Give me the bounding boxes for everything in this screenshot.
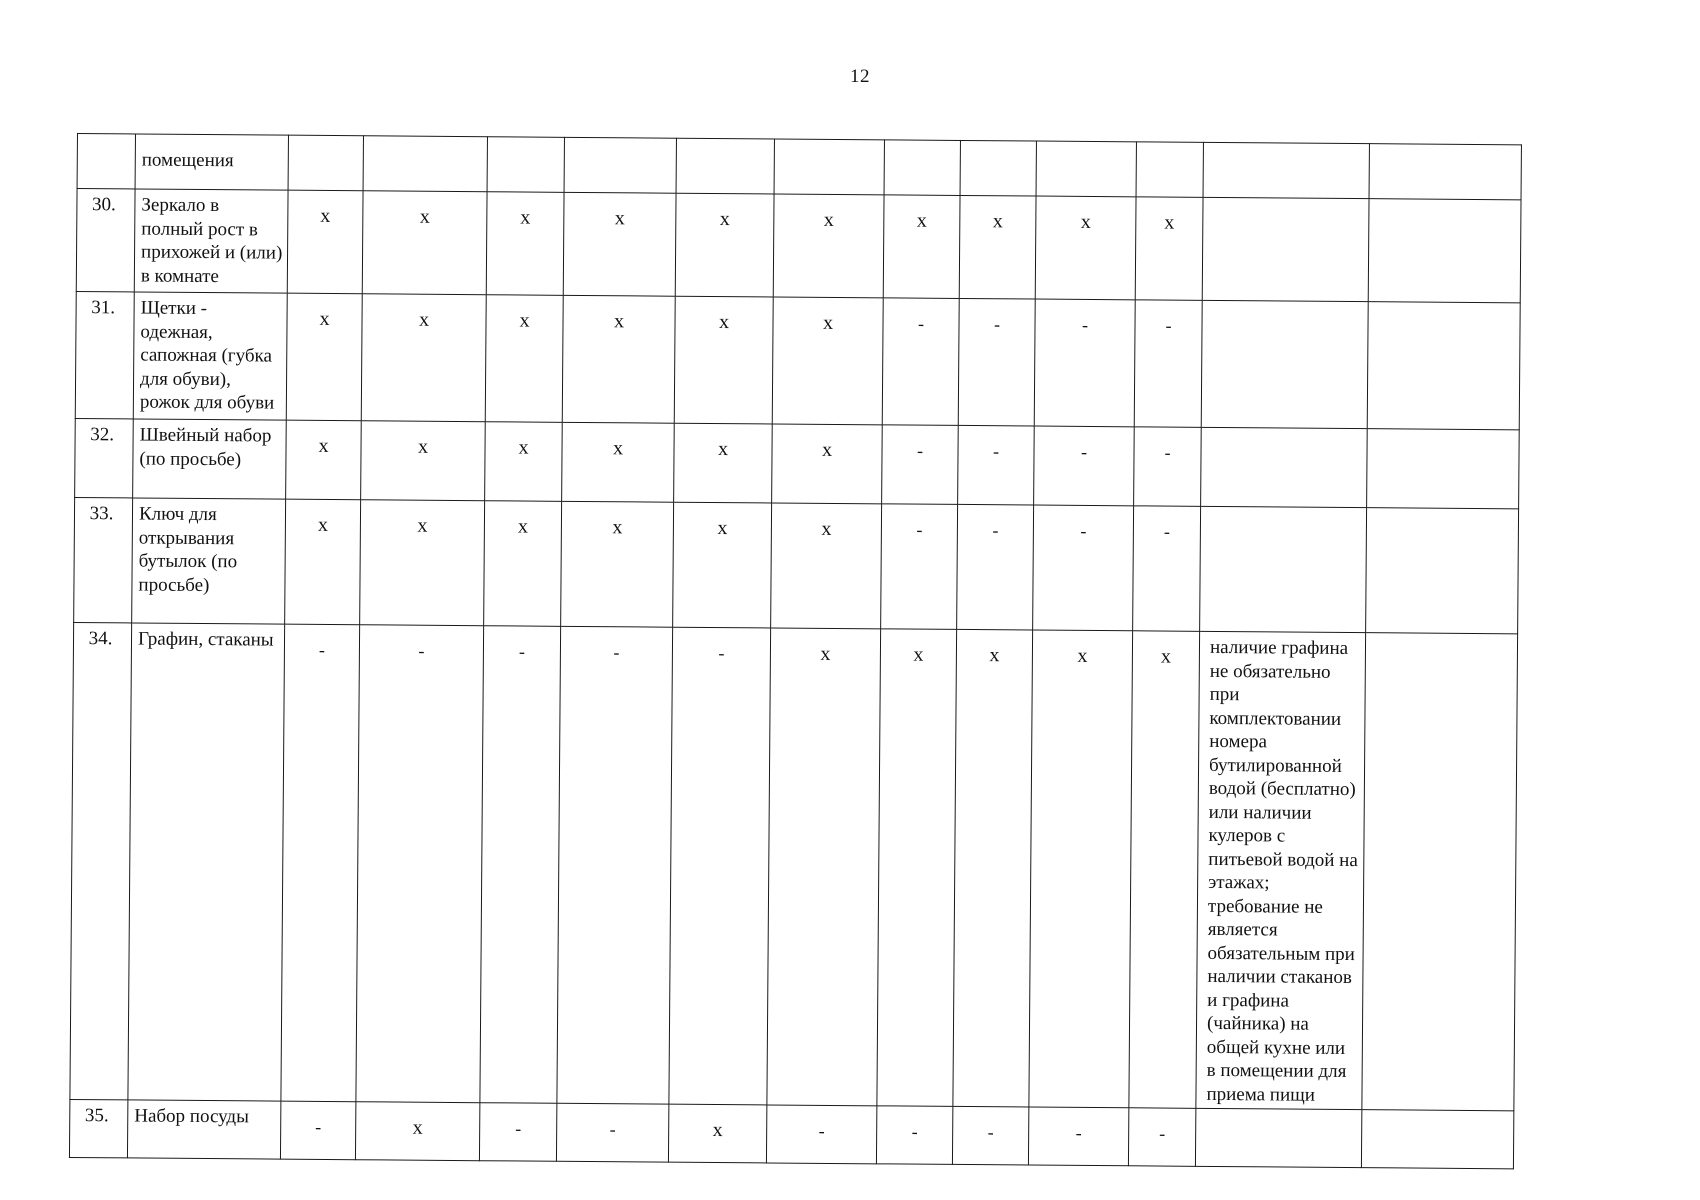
dash-mark: - <box>917 313 925 334</box>
item-name: Графин, стаканы <box>137 628 274 651</box>
item-name: Щетки - одежная, сапожная (губка для обуви), рожок для обуви <box>139 297 275 414</box>
x-mark: x <box>916 209 927 232</box>
x-mark: x <box>718 311 730 334</box>
x-mark: x <box>913 643 924 666</box>
x-mark: x <box>712 1119 723 1142</box>
table-row <box>69 1099 1513 1168</box>
mark-cell <box>1034 426 1135 506</box>
mark-cell <box>557 626 673 1104</box>
row-number: 35. <box>84 1105 109 1127</box>
mark-cell <box>479 1103 556 1162</box>
mark-cell <box>669 627 771 1105</box>
mark-cell <box>1136 142 1203 198</box>
x-mark: x <box>717 517 728 540</box>
x-mark: x <box>823 208 834 231</box>
mark-cell <box>360 500 485 626</box>
mark-cell <box>958 425 1035 505</box>
x-mark: x <box>1160 645 1172 668</box>
mark-cell <box>881 504 958 630</box>
mark-cell <box>772 297 883 425</box>
row-number: 33. <box>89 503 114 525</box>
extra-cell <box>1367 429 1520 509</box>
mark-cell <box>1035 196 1136 300</box>
note-cell <box>1200 506 1367 632</box>
item-name: Зеркало в полный рост в прихожей и (или) в комнате <box>140 194 283 287</box>
row-number-cell <box>76 189 135 292</box>
dash-mark: - <box>1075 1122 1082 1143</box>
dash-mark: - <box>1163 521 1170 542</box>
mark-cell <box>361 294 486 422</box>
x-mark: x <box>418 308 430 331</box>
mark-cell <box>959 195 1036 299</box>
mark-cell <box>361 421 486 501</box>
mark-cell <box>960 140 1036 196</box>
x-mark: x <box>319 307 330 330</box>
x-mark: x <box>412 1116 423 1139</box>
mark-cell <box>883 195 960 299</box>
x-mark: x <box>1080 210 1091 233</box>
dash-mark: - <box>1081 314 1089 335</box>
table-row <box>75 418 1520 508</box>
item-name-cell <box>135 134 288 190</box>
table-body <box>69 134 1521 1169</box>
item-name-cell <box>133 292 287 420</box>
x-mark: x <box>612 437 624 460</box>
x-mark: x <box>518 436 529 459</box>
row-number: 30. <box>91 194 116 216</box>
mark-cell <box>958 298 1035 426</box>
mark-cell <box>953 629 1033 1107</box>
x-mark: x <box>517 515 529 538</box>
note-text: наличие графина не обязательно при комплектовании номера бутилированной водой (бесплатно) или наличии кулеров с питьевой водой на этажах; требование не является обязательным при наличии стаканов и графина (чайника) на общей кухне или в помещении для приема пищи <box>1206 636 1358 1106</box>
mark-cell <box>564 137 676 193</box>
x-mark: x <box>1077 644 1088 667</box>
mark-cell <box>362 191 487 295</box>
dash-mark: - <box>818 1120 825 1141</box>
x-mark: x <box>520 206 531 229</box>
dash-mark: - <box>992 441 1000 462</box>
mark-cell <box>773 194 884 298</box>
dash-mark: - <box>1080 441 1088 462</box>
mark-cell <box>676 138 774 194</box>
mark-cell <box>487 137 564 193</box>
x-mark: x <box>519 309 530 332</box>
dash-mark: - <box>518 641 526 662</box>
mark-cell <box>766 1105 876 1164</box>
row-number: 32. <box>90 424 115 446</box>
item-name: Набор посуды <box>134 1105 250 1128</box>
mark-cell <box>485 422 563 502</box>
mark-cell <box>771 503 882 629</box>
note-cell <box>1196 631 1366 1109</box>
table-row <box>74 497 1519 633</box>
x-mark: x <box>417 514 428 537</box>
mark-cell <box>673 502 772 628</box>
note-cell <box>1201 427 1368 507</box>
item-name-cell <box>127 1100 280 1159</box>
mark-cell <box>480 626 561 1104</box>
mark-cell <box>363 136 487 192</box>
mark-cell <box>280 1101 355 1160</box>
row-number-cell <box>69 1099 127 1157</box>
dash-mark: - <box>1159 1123 1166 1144</box>
mark-cell <box>774 139 884 195</box>
mark-cell <box>556 1103 668 1162</box>
mark-cell <box>1029 630 1133 1108</box>
dash-mark: - <box>318 639 326 660</box>
note-cell <box>1203 142 1369 198</box>
dash-mark: - <box>718 643 725 664</box>
mark-cell <box>952 1106 1028 1165</box>
item-name: Ключ для открывания бутылок (по просьбе) <box>138 503 238 596</box>
mark-cell <box>287 190 363 294</box>
dash-mark: - <box>315 1116 322 1137</box>
mark-cell <box>285 499 361 625</box>
mark-cell <box>882 298 959 426</box>
x-mark: x <box>419 205 430 228</box>
mark-cell <box>281 624 360 1102</box>
note-cell <box>1201 300 1368 428</box>
extra-cell <box>1362 633 1518 1111</box>
x-mark: x <box>719 208 730 231</box>
dash-mark: - <box>1164 442 1171 463</box>
equipment-table <box>69 133 1522 1169</box>
row-number: 34. <box>88 628 113 650</box>
x-mark: x <box>318 434 329 457</box>
mark-cell <box>355 1102 479 1161</box>
mark-cell <box>1034 299 1135 427</box>
dash-mark: - <box>916 440 924 461</box>
row-number-cell <box>74 497 133 622</box>
mark-cell <box>288 135 363 191</box>
dash-mark: - <box>515 1118 522 1139</box>
row-number-cell <box>77 134 135 189</box>
mark-cell <box>957 504 1034 630</box>
dash-mark: - <box>613 642 620 663</box>
x-mark: x <box>822 311 834 334</box>
dash-mark: - <box>992 520 999 541</box>
mark-cell <box>674 423 773 503</box>
x-mark: x <box>821 438 833 461</box>
item-name: Швейный набор (по просьбе) <box>139 424 272 470</box>
extra-cell <box>1369 144 1521 200</box>
row-number-cell <box>75 291 134 418</box>
mark-cell <box>1033 505 1134 631</box>
extra-cell <box>1366 508 1519 634</box>
document-sheet <box>69 133 1522 1169</box>
page-number: 12 <box>850 66 870 87</box>
mark-cell <box>562 295 675 423</box>
x-mark: x <box>1164 211 1175 234</box>
mark-cell <box>1135 197 1203 301</box>
mark-cell <box>356 625 484 1103</box>
table-row <box>75 291 1520 429</box>
row-number-cell <box>70 622 132 1099</box>
item-name-cell <box>132 498 286 624</box>
x-mark: x <box>821 517 832 540</box>
dash-mark: - <box>916 519 923 540</box>
mark-cell <box>1129 631 1200 1109</box>
extra-cell <box>1368 199 1521 303</box>
mark-cell <box>286 293 362 421</box>
item-name-cell <box>134 189 288 293</box>
dash-mark: - <box>609 1119 616 1140</box>
mark-cell <box>668 1104 766 1163</box>
mark-cell <box>484 501 562 627</box>
mark-cell <box>1133 506 1201 632</box>
mark-cell <box>486 192 564 296</box>
item-name: помещения <box>141 149 234 172</box>
dash-mark: - <box>1080 520 1087 541</box>
x-mark: x <box>612 516 623 539</box>
mark-cell <box>1128 1108 1195 1167</box>
mark-cell <box>674 296 773 424</box>
note-cell <box>1195 1108 1361 1167</box>
dash-mark: - <box>1165 315 1172 336</box>
item-name-cell <box>128 623 285 1101</box>
dash-mark: - <box>911 1121 918 1142</box>
row-number: 31. <box>91 297 116 319</box>
extra-cell <box>1361 1110 1513 1169</box>
x-mark: x <box>417 435 429 458</box>
mark-cell <box>1036 141 1136 197</box>
mark-cell <box>876 1106 952 1165</box>
mark-cell <box>561 501 674 627</box>
x-mark: x <box>717 438 729 461</box>
x-mark: x <box>989 644 1000 667</box>
x-mark: x <box>820 642 831 665</box>
mark-cell <box>772 424 883 504</box>
item-name-cell <box>133 419 287 499</box>
mark-cell <box>882 425 959 505</box>
mark-cell <box>1134 300 1202 428</box>
row-number-cell <box>75 418 134 497</box>
mark-cell <box>675 193 774 297</box>
x-mark: x <box>614 207 625 230</box>
dash-mark: - <box>993 314 1001 335</box>
x-mark: x <box>320 204 331 227</box>
dash-mark: - <box>418 640 425 661</box>
x-mark: x <box>317 513 329 536</box>
mark-cell <box>1134 427 1202 507</box>
mark-cell <box>884 140 960 196</box>
table-row <box>76 189 1521 303</box>
extra-cell <box>1367 302 1520 430</box>
x-mark: x <box>992 210 1003 233</box>
table-row <box>70 622 1518 1110</box>
mark-cell <box>485 295 563 423</box>
x-mark: x <box>613 310 625 333</box>
dash-mark: - <box>987 1122 994 1143</box>
mark-cell <box>563 192 676 296</box>
note-cell <box>1202 197 1369 301</box>
mark-cell <box>286 420 362 500</box>
mark-cell <box>562 422 675 502</box>
mark-cell <box>767 628 881 1106</box>
mark-cell <box>1028 1107 1128 1166</box>
mark-cell <box>877 629 957 1107</box>
